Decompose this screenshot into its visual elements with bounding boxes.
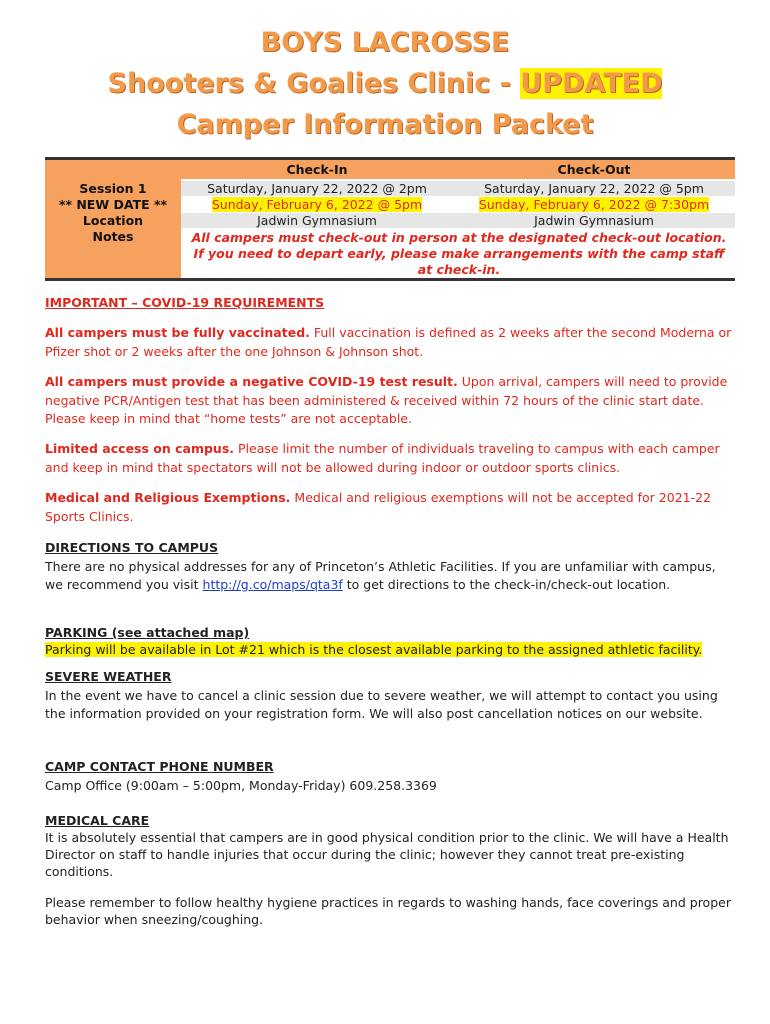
directions-section: [45, 539, 735, 595]
checkout-new-date-cell: [453, 197, 735, 213]
maps-link[interactable]: http://g.co/maps/qta3f: [202, 577, 343, 592]
updated-badge: UPDATED: [520, 68, 663, 99]
schedule-row-labels: [45, 160, 181, 278]
checkin-new-date-cell: [181, 197, 453, 213]
checkout-header: Check-Out: [557, 162, 631, 177]
weather-heading: SEVERE WEATHER: [45, 669, 172, 684]
title-line-2-prefix: Shooters & Goalies Clinic -: [107, 68, 521, 99]
covid-item-vaccinated: All campers must be fully vaccinated. Full vaccination is defined as 2 weeks after the second Moderna or Pfizer shot or 2 weeks after the one Johnson & Johnson shot.: [45, 325, 732, 359]
covid-item-test: All campers must provide a negative COVID-19 test result. Upon arrival, campers will need to provide negative PCR/Antigen test that has been administered & received within 72 hours of the clinic start date. Please keep in mind that “home tests” are not acceptable.: [45, 374, 728, 426]
contact-text: Camp Office (9:00am – 5:00pm, Monday-Friday) 609.258.3369: [45, 777, 437, 793]
directions-text: There are no physical addresses for any of Princeton’s Athletic Facilities. If you are unfamiliar with campus, we recommend you visit http://g.co/maps/qta3f to get directions to the check-in/check-out location.: [45, 558, 716, 592]
covid-heading: IMPORTANT – COVID-19 REQUIREMENTS: [45, 295, 325, 310]
title-line-2: [0, 63, 770, 104]
parking-heading: PARKING (see attached map): [45, 625, 250, 640]
label-new-date: ** NEW DATE **: [58, 197, 168, 212]
label-location: Location: [82, 213, 144, 228]
weather-text: In the event we have to cancel a clinic session due to severe weather, we will attempt to contact you using the information provided on your registration form. We will also post cancellation notices on our website.: [45, 687, 718, 721]
medical-heading: MEDICAL CARE: [45, 813, 150, 828]
checkout-new-date: Sunday, February 6, 2022 @ 7:30pm: [478, 197, 710, 212]
checkin-new-date: Sunday, February 6, 2022 @ 5pm: [211, 197, 423, 212]
parking-section: [45, 624, 735, 658]
checkout-location: Jadwin Gymnasium: [534, 213, 654, 228]
covid-item-access: Limited access on campus. Please limit the number of individuals traveling to campus with each camper and keep in mind that spectators will not be allowed during indoor or outdoor sports clinics.: [45, 441, 720, 475]
checkin-header: Check-In: [286, 162, 348, 177]
page-title: [0, 22, 770, 145]
medical-text: It is absolutely essential that campers are in good physical condition prior to the clinic. We will have a Health Director on staff to handle injuries that occur during the clinic; however they cannot treat pre-existing conditions.: [45, 830, 729, 879]
schedule-table: [45, 157, 735, 281]
title-line-3: Camper Information Packet: [176, 109, 594, 140]
checkout-original-date: Saturday, January 22, 2022 @ 5pm: [484, 181, 704, 196]
label-notes: Notes: [92, 229, 134, 244]
hygiene-text: Please remember to follow healthy hygiene practices in regards to washing hands, face coverings and proper behavior when sneezing/coughing.: [45, 895, 731, 927]
medical-section: [45, 812, 735, 880]
schedule-notes: All campers must check-out in person at the designated check-out location. If you need to depart early, please make arrangements with the camp staff at check-in.: [191, 230, 727, 277]
title-line-1: BOYS LACROSSE: [260, 27, 510, 58]
contact-section: [45, 758, 735, 795]
covid-item-exemptions: Medical and Religious Exemptions. Medical and religious exemptions will not be accepted for 2021-22 Sports Clinics.: [45, 490, 712, 524]
contact-heading: CAMP CONTACT PHONE NUMBER: [45, 759, 274, 774]
label-session: Session 1: [79, 181, 147, 196]
checkin-original-date: Saturday, January 22, 2022 @ 2pm: [207, 181, 427, 196]
weather-section: [45, 668, 735, 724]
directions-heading: DIRECTIONS TO CAMPUS: [45, 540, 219, 555]
parking-text: Parking will be available in Lot #21 which is the closest available parking to the assigned athletic facility.: [45, 642, 703, 657]
checkin-location: Jadwin Gymnasium: [257, 213, 377, 228]
